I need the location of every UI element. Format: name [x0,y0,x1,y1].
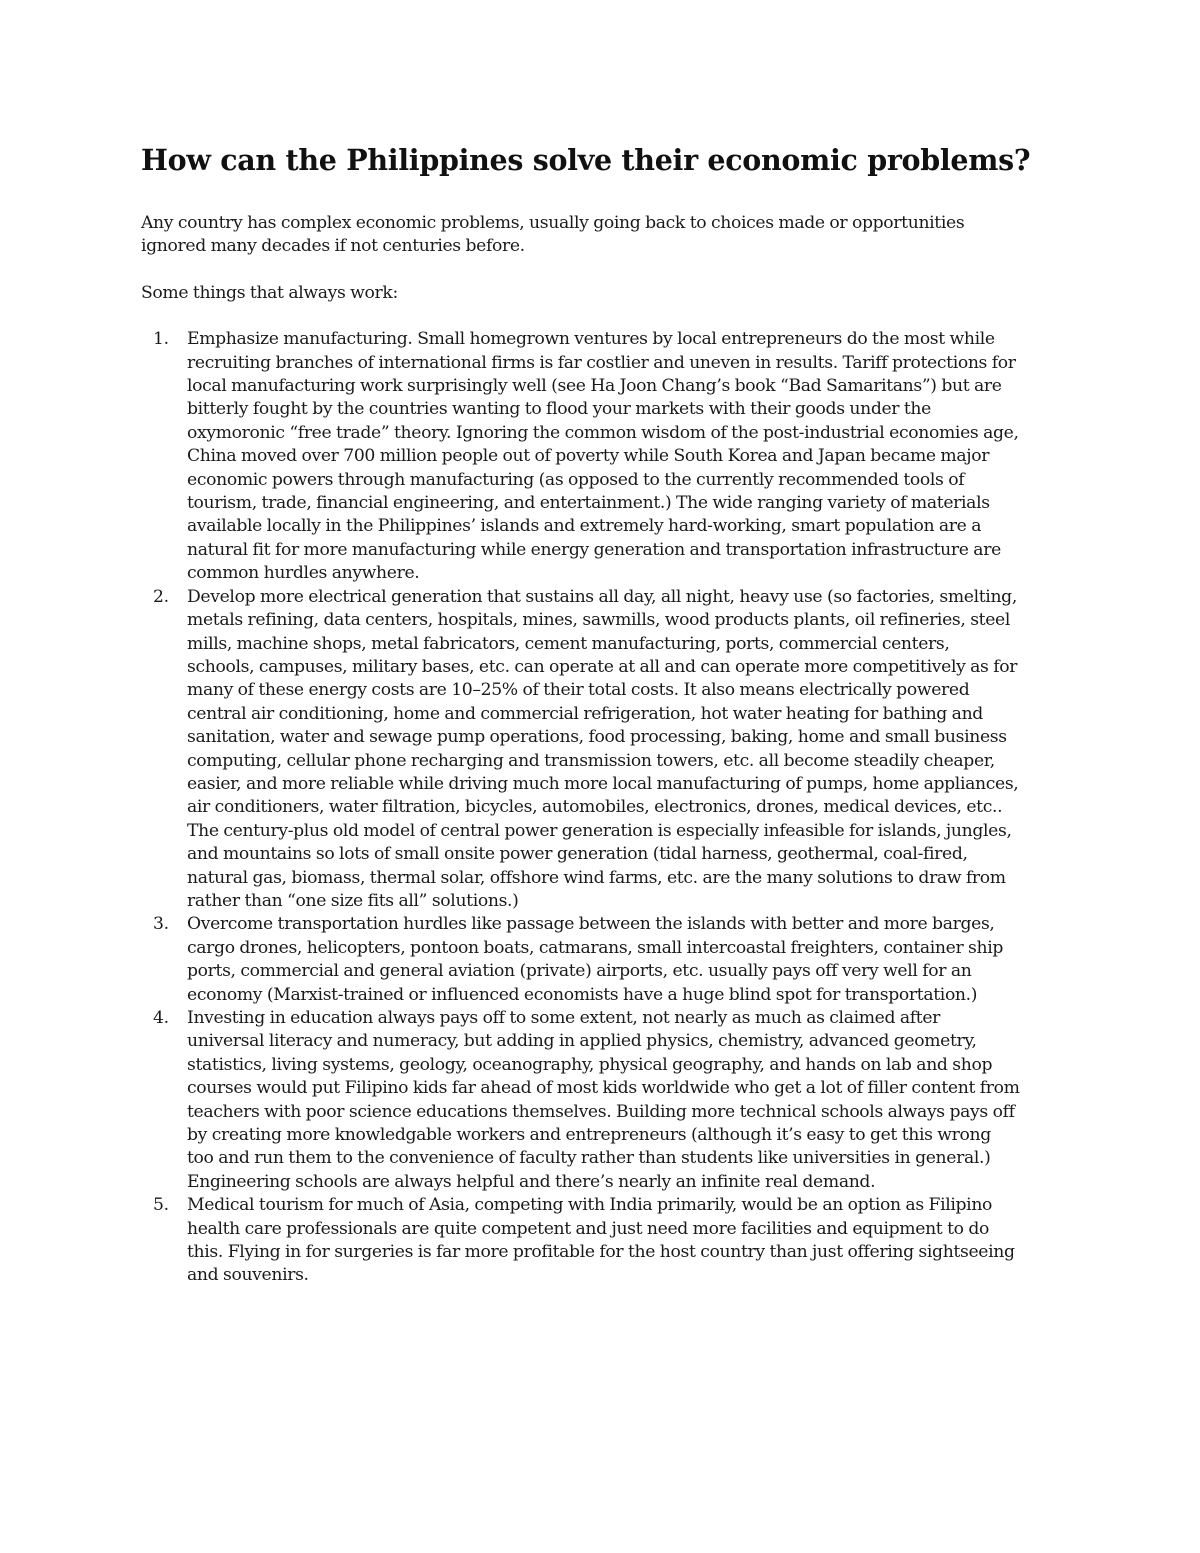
list-item-number: 4. [153,1008,169,1028]
document-body [141,138,1031,1288]
list-item-text: Investing in education always pays off to some extent, not nearly as much as claimed after universal literacy and numeracy, but adding in applied physics, chemistry, advanced geometry, statistics, living systems, geology, oceanography, physical geography, and hands on lab and shop courses would put Filipino kids far ahead of most kids worldwide who get a lot of filler content from teachers with poor science educations themselves. Building more technical schools always pays off by creating more knowledgable workers and entrepreneurs (although it’s easy to get this wrong too and run them to the convenience of faculty rather than students like universities in general.) Engineering schools are always helpful and there’s nearly an infinite real demand. [187,1008,1020,1192]
list-item-number: 3. [153,914,169,935]
list-item-number: 1. [153,329,169,350]
list-item-text: Develop more electrical generation that sustains all day, all night, heavy use (so factories, smelting, metals refining, data centers, hospitals, mines, sawmills, wood products plants, oil refineries, steel mills, machine shops, metal fabricators, cement manufacturing, ports, commercial centers, schools, campuses, military bases, etc. can operate at all and can operate more competitively as for many of these energy costs are 10–25% of their total costs. It also means electrically powered central air conditioning, home and commercial refrigeration, hot water heating for bathing and sanitation, water and sewage pump operations, food processing, baking, home and small business computing, cellular phone recharging and transmission towers, etc. all become steadily cheaper, easier, and more reliable while driving much more local manufacturing of pumps, home appliances, air conditioners, water filtration, bicycles, automobiles, electronics, drones, medical devices, etc.. The century-plus old model of central power generation is especially infeasible for islands, jungles, and mountains so lots of small onsite power generation (tidal harness, geothermal, coal-fired, natural gas, biomass, thermal solar, offshore wind farms, etc. are the many solutions to draw from rather than “one size fits all” solutions.) [187,586,1019,911]
list-item-text: Emphasize manufacturing. Small homegrown ventures by local entrepreneurs do the most while recruiting branches of international firms is far costlier and uneven in results. Tariff protections for local manufacturing work surprisingly well (see Ha Joon Chang’s book “Bad Samaritans”) but are bitterly fought by the countries wanting to flood your markets with their goods under the oxymoronic “free trade” theory. Ignoring the common wisdom of the post-industrial economies age, China moved over 700 million people out of poverty while South Korea and Japan became major economic powers through manufacturing (as opposed to the currently recommended tools of tourism, trade, financial engineering, and entertainment.) The wide ranging variety of materials available locally in the Philippines’ islands and extremely hard-working, smart population are a natural fit for more manufacturing while energy generation and transportation infrastructure are common hurdles anywhere. [187,329,1019,584]
intro-paragraph: Any country has complex economic problems, usually going back to choices made or opportunities ignored many decades if not centuries before. [141,213,965,257]
numbered-list [141,328,1021,1288]
list-item-text: Medical tourism for much of Asia, competing with India primarily, would be an option as Filipino health care professionals are quite competent and just need more facilities and equipment to do this. Flying in for surgeries is far more profitable for the host country than just offering sightseeing and souvenirs. [187,1195,1015,1286]
list-item [141,328,1021,585]
page-title: How can the Philippines solve their economic problems? [141,143,1031,177]
list-item [141,1194,1021,1288]
list-lead-paragraph: Some things that always work: [141,282,398,303]
list-item-text: Overcome transportation hurdles like passage between the islands with better and more barges, cargo drones, helicopters, pontoon boats, catmarans, small intercoastal freighters, container ship ports, commercial and general aviation (private) airports, etc. usually pays off very well for an economy (Marxist-trained or influenced economists have a huge blind spot for transportation.) [187,914,1004,1005]
list-item [141,586,1021,914]
list-item [141,1007,1021,1194]
list-item-number: 2. [153,586,169,607]
list-item-number: 5. [153,1195,169,1216]
list-item [141,913,1021,1007]
